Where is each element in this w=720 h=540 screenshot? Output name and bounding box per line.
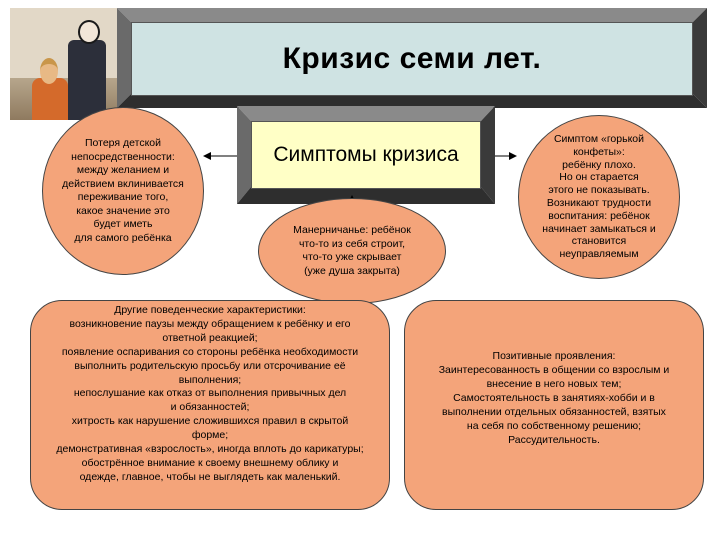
- text-line: (уже душа закрыта): [304, 264, 400, 277]
- text-line: внесение в него новых тем;: [486, 378, 622, 391]
- text-line: что-то уже скрывает: [302, 251, 402, 263]
- text-line: между желанием и: [76, 164, 170, 176]
- text-line: обострённое внимание к своему внешнему облику и: [81, 456, 339, 469]
- text-line: конфеты»:: [573, 145, 625, 158]
- text-line: переживание того,: [77, 191, 169, 203]
- text-line: что-то из себя строит,: [298, 237, 406, 250]
- text-line: будет иметь: [93, 218, 153, 230]
- text-line: Потеря детской: [85, 137, 161, 149]
- text-line: одежде, главное, чтобы не выглядеть как маленький.: [79, 470, 341, 483]
- text-line: действием вклинивается: [62, 177, 184, 190]
- text-line: ребёнку плохо.: [562, 158, 636, 171]
- text-line: непосредственности:: [71, 150, 175, 163]
- text-line: выполнить родительскую просьбу или отсрочивание её: [74, 359, 346, 372]
- text-line: возникновение паузы между обращением к ребёнку и его: [69, 317, 351, 330]
- text-line: и обязанностей;: [170, 401, 250, 414]
- text-line: Но он старается: [559, 171, 639, 184]
- text-line: воспитания: ребёнок: [548, 209, 650, 222]
- behavior-characteristics-box: [30, 300, 390, 510]
- bitter-candy-oval: [518, 115, 680, 279]
- text-line: Манерничанье: ребёнок: [293, 224, 411, 236]
- mannerism-text: [293, 224, 411, 278]
- text-line: непослушание как отказ от выполнения привычных дел: [73, 387, 347, 400]
- mannerism-oval: [258, 198, 446, 304]
- text-line: выполнения;: [178, 373, 242, 386]
- text-line: становится: [571, 235, 627, 248]
- positive-manifestations-box: [404, 300, 704, 510]
- text-line: Рассудительность.: [508, 433, 600, 446]
- text-line: демонстративная «взрослость», иногда вплоть до карикатуры;: [56, 443, 364, 456]
- text-line: форме;: [191, 429, 229, 442]
- text-line: Позитивные проявления:: [492, 350, 616, 363]
- bitter-candy-text: [542, 133, 655, 261]
- text-line: на себя по собственному решению;: [466, 419, 642, 432]
- text-line: Заинтересованность в общении со взрослым и: [438, 364, 670, 377]
- text-line: этого не показывать.: [548, 184, 650, 197]
- text-line: какое значение это: [76, 204, 170, 217]
- page-title: Кризис семи лет.: [282, 42, 542, 75]
- text-line: для самого ребёнка: [74, 231, 172, 244]
- text-line: Симптом «горькой: [553, 133, 644, 146]
- text-line: хитрость как нарушение сложившихся правил в скрытой: [71, 415, 349, 428]
- loss-of-spontaneity-oval: [42, 107, 204, 275]
- loss-of-spontaneity-text: [62, 137, 184, 245]
- text-line: ответной реакцией;: [162, 331, 258, 344]
- text-line: появление оспаривания со стороны ребёнка необходимости: [61, 345, 359, 358]
- text-line: Самостоятельность в занятиях-хобби и в: [453, 392, 655, 405]
- positive-manifestations-text: [429, 350, 680, 447]
- text-line: выполнении отдельных обязанностей, взятых: [442, 405, 666, 418]
- symptoms-header: Симптомы кризиса: [273, 143, 459, 166]
- text-line: Возникают трудности: [546, 197, 652, 209]
- text-line: Другие поведенческие характеристики:: [114, 304, 306, 316]
- text-line: неуправляемым: [559, 248, 639, 261]
- text-line: начинает замыкаться и: [542, 222, 656, 235]
